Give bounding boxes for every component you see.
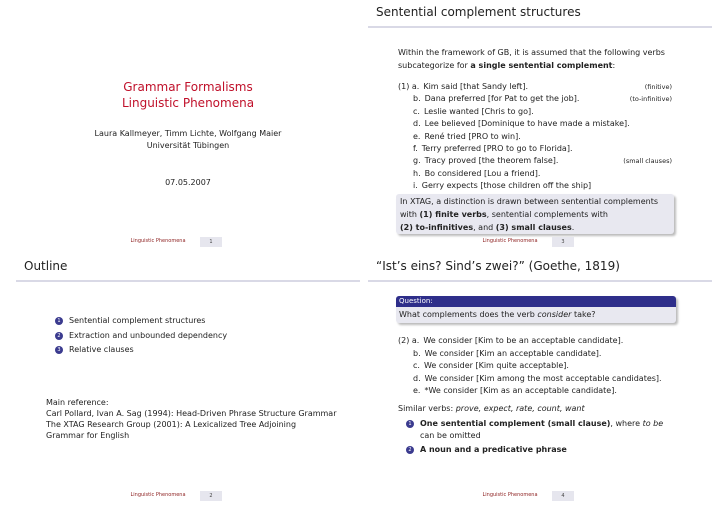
box-bold: (3) small clauses: [495, 223, 572, 232]
example-row: [413, 94, 579, 103]
example-text: We consider [Kim among the most acceptable candidates].: [424, 373, 662, 383]
example-text: Tracy proved [the theorem false].: [424, 156, 559, 166]
example-text: We consider [Kim an acceptable candidate].: [424, 348, 602, 358]
example-text: Kim said [that Sandy left].: [423, 82, 528, 91]
number-bullet-icon: 3: [55, 346, 63, 354]
title-rule: [368, 280, 712, 282]
slide-goethe: [368, 256, 712, 506]
outline-item-label: Extraction and unbounded dependency: [69, 331, 228, 340]
outline-item: [55, 316, 205, 325]
box-text: , and: [473, 223, 496, 232]
question-verb: consider: [537, 310, 572, 319]
xtag-note-box: [396, 194, 674, 234]
example-text: Leslie wanted [Chris to go].: [423, 106, 534, 116]
question-header: Question:: [399, 297, 433, 305]
example-label: i.: [413, 181, 418, 191]
similar-list: prove, expect, rate, count, want: [455, 404, 585, 413]
page-number: 1: [200, 237, 222, 247]
example-text: Terry preferred [PRO to go to Florida].: [421, 144, 573, 153]
slide-title-bar: [368, 2, 712, 30]
example-label: h.: [413, 168, 421, 178]
title-rule: [368, 26, 712, 28]
slide-sentential-complements: [368, 2, 712, 252]
answer-point-1-cont: can be omitted: [420, 431, 481, 440]
example-text: Bo considered [Lou a friend].: [424, 168, 541, 178]
slide-footer: [468, 491, 580, 501]
title-rule: [16, 280, 360, 282]
reference-line-1: Carl Pollard, Ivan A. Sag (1994): Head-Driven Phrase Structure Grammar: [46, 409, 337, 418]
example-text: Gerry expects [those children off the ship]: [421, 181, 592, 191]
example-label: d.: [413, 119, 421, 129]
box-text: .: [571, 223, 575, 232]
presentation-title-line2: Linguistic Phenomena: [121, 96, 255, 110]
slide-title: Outline: [24, 259, 68, 273]
example-row: [398, 336, 623, 345]
slide-footer: [116, 237, 228, 247]
box-text: , sentential complements with: [486, 210, 608, 219]
similar-label: Similar verbs:: [398, 404, 456, 413]
example-label: e.: [413, 131, 421, 141]
reference-line-2: The XTAG Research Group (2001): A Lexicalized Tree Adjoining: [46, 420, 297, 429]
example-tag: (small clauses): [623, 157, 672, 166]
example-text: Dana preferred [for Pat to get the job].: [424, 94, 580, 104]
example-label: c.: [413, 106, 420, 116]
answer-point-1: [406, 419, 663, 428]
page-number: 2: [200, 491, 222, 501]
example-row: [413, 169, 540, 178]
example-label: f.: [413, 144, 418, 153]
intro-bold: a single sentential complement: [470, 61, 613, 70]
example-row: [413, 181, 591, 190]
reference-line-3: Grammar for English: [46, 431, 130, 440]
similar-verbs: [398, 404, 585, 413]
box-line-2: [400, 210, 608, 219]
example-label: b.: [413, 94, 421, 104]
example-label: g.: [413, 156, 421, 166]
example-row: [413, 132, 521, 141]
point-italic: to be: [642, 419, 664, 428]
intro-text: subcategorize for: [398, 61, 471, 70]
example-row: [413, 374, 662, 383]
slide-title: [16, 2, 360, 252]
outline-item-label: Sentential complement structures: [69, 316, 206, 325]
point-text: , where: [610, 419, 643, 428]
reference-heading: Main reference:: [46, 398, 109, 407]
example-row: [413, 144, 572, 153]
slide-footer: [116, 491, 228, 501]
example-tag: (to-infinitive): [629, 95, 672, 104]
presentation-title-line1: Grammar Formalisms: [123, 80, 253, 94]
point-bold: One sentential complement (small clause): [420, 419, 611, 428]
box-line-1: In XTAG, a distinction is drawn between sentential complements: [400, 197, 659, 206]
example-label: (2) a.: [398, 336, 420, 345]
answer-point-2: [406, 445, 567, 454]
number-bullet-icon: 1: [406, 420, 414, 428]
example-row: [413, 386, 617, 395]
footer-text: Linguistic Phenomena: [130, 492, 186, 498]
example-row: [413, 119, 630, 128]
example-tag: (finitive): [644, 83, 672, 91]
slide-footer: [468, 237, 580, 247]
question-post: take?: [571, 310, 596, 319]
example-row: [413, 107, 534, 116]
example-row: [413, 156, 558, 165]
example-row: [413, 349, 601, 358]
example-text: We consider [Kim to be an acceptable candidate].: [423, 336, 624, 345]
box-text: with: [400, 210, 420, 219]
outline-item: [55, 345, 134, 354]
example-row: [413, 361, 569, 370]
outline-item: [55, 331, 227, 340]
affiliation: Universität Tübingen: [146, 141, 230, 150]
point-bold: A noun and a predicative phrase: [420, 445, 567, 454]
box-bold: (2) to-infinitives: [400, 223, 474, 232]
slide-title: “Ist’s eins? Sind’s zwei?” (Goethe, 1819): [376, 259, 620, 273]
slide-title-bar: [16, 256, 360, 284]
box-bold: (1) finite verbs: [419, 210, 487, 219]
page-number: 3: [552, 237, 574, 247]
intro-line-2: [398, 61, 615, 70]
example-label: c.: [413, 361, 420, 371]
slide-outline: [16, 256, 360, 506]
intro-line-1: Within the framework of GB, it is assumed that the following verbs: [398, 48, 665, 57]
authors: Laura Kallmeyer, Timm Lichte, Wolfgang Maier: [94, 129, 282, 138]
example-text: Lee believed [Dominique to have made a mistake].: [424, 119, 630, 129]
slide-title: Sentential complement structures: [376, 5, 581, 19]
example-text: We consider [Kim quite acceptable].: [423, 361, 569, 371]
number-bullet-icon: 2: [406, 446, 414, 454]
number-bullet-icon: 2: [55, 332, 63, 340]
question-block-header: [396, 296, 676, 307]
example-text: *We consider [Kim as an acceptable candidate].: [424, 386, 617, 396]
question-text: [399, 310, 596, 319]
example-label: e.: [413, 386, 421, 396]
footer-text: Linguistic Phenomena: [130, 238, 186, 244]
number-bullet-icon: 1: [55, 317, 63, 325]
example-row: [398, 82, 528, 91]
date: 07.05.2007: [165, 178, 211, 187]
box-line-3: [400, 223, 574, 232]
footer-text: Linguistic Phenomena: [482, 238, 538, 244]
example-label: d.: [413, 373, 421, 383]
example-text: René tried [PRO to win].: [424, 131, 521, 141]
slide-title-bar: [368, 256, 712, 284]
footer-text: Linguistic Phenomena: [482, 492, 538, 498]
page-number: 4: [552, 491, 574, 501]
outline-item-label: Relative clauses: [69, 345, 134, 354]
example-label: b.: [413, 348, 421, 358]
question-block: [396, 296, 676, 323]
example-label: (1) a.: [398, 82, 420, 91]
intro-colon: :: [612, 61, 616, 70]
question-pre: What complements does the verb: [399, 310, 538, 319]
